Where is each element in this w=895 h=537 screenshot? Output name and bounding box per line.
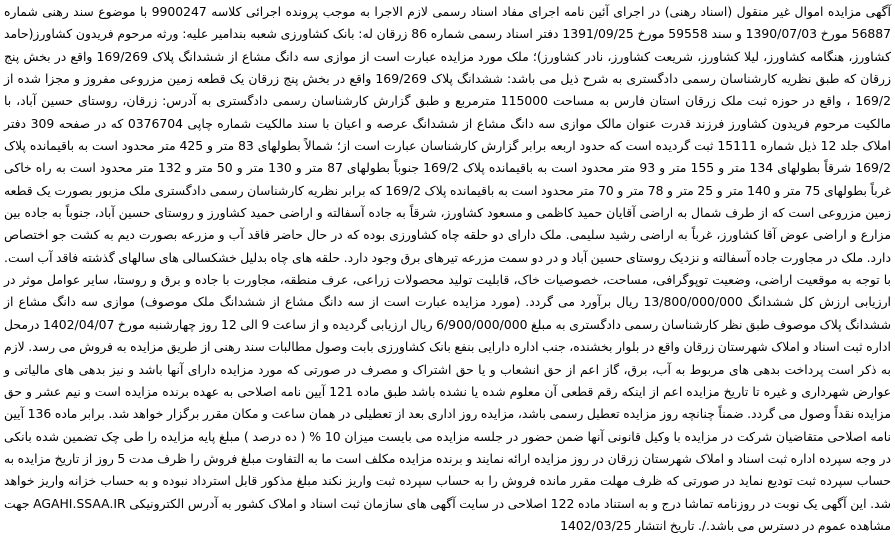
auction-notice-text: آگهی مزایده اموال غیر منقول (اسناد رهنی) در اجرای آئین نامه اجرای مفاد اسناد رسمی لازم الاجرا به موجب پرونده اجرائی کلاسه 9900247 با موضوع سند رهنی شماره 56887 مورخ 1390/07/03 و سند 59558 مورخ 1391/09/25 دفتر اسناد رسمی شماره 86 زرقان له: بانک کشاورزی شعبه بندامیر علیه: ورثه مرحوم فریدون کشاورز(حامد کشاورز، هنگامه کشاورز، لیلا کشاورز، شریعت کشاورز، نادر کشاورز)؛ ملک مورد مزایده عبارت است از موازی سه دانگ مشاع از ششدانگ پلاک 169/269 واقع در بخش پنج زرقان که طبق نظریه کارشناسان رسمی دادگستری به شرح ذیل می باشد: ششدانگ پلاک 169/269 واقع در بخش پنج زرقان یک قطعه زمین مزروعی مفروز و مجزا شده از 169/2 ، واقع در حوزه ثبت ملک زرقان استان فارس به مساحت 115000 مترمربع و طبق گزارش کارشناسان رسمی دادگستری به آدرس: زرقان، روستای حسین آباد، با مالکیت مرحوم فریدون کشاورز فرزند قدرت عنوان مالک موازی سه دانگ مشاع از ششدانگ عرصه و اعیان با سند مالکیت شماره چاپی 0376704 که در صفحه 309 دفتر املاک جلد 12 ذیل شماره 15111 ثبت گردیده است که حدود اربعه برابر گزارش کارشناسان عبارت است از؛ شمالاً بطولهای 83 متر و 425 متر محدود است به باقیمانده پلاک 169/2 شرقاً بطولهای 134 متر و 155 متر و 93 متر محدود است به باقیمانده پلاک 169/2 جنوباً بطولهای 87 متر و 130 متر و 50 متر و 132 متر محدود است به راه خاکی غرباً بطولهای 75 متر و 140 متر و 25 متر و 78 متر و 70 متر محدود است به باقیمانده پلاک 169/2 که برابر نظریه کارشناسان رسمی دادگستری ملک مزبور بصورت یک قطعه زمین مزروعی است که از طرف شمال به اراضی آقایان حمید کاظمی و مسعود کشاورز، شرقاً به جاده آسفالته و اراضی حمید کشاورز و روستای حسین آباد، جنوباً به جاده بین مزارع و اراضی عوض آقا کشاورز، غرباً به اراضی رشید سلیمی. ملک دارای دو حلقه چاه کشاورزی بوده که در حال حاضر فاقد آب و مزرعه بصورت دیم به کشت جو اختصاص دارد. ملک در مجاورت جاده آسفالته و نزدیک روستای حسین آباد و در دو سمت مزرعه تیرهای برق وجود دارد. حلقه های چاه بدلیل خشکسالی های سالهای گذشته فاقد آب است. با توجه به موقعیت اراضی، وضعیت توپوگرافی، مساحت، خصوصیات خاک، قابلیت تولید محصولات زراعی، عرف منطقه، مجاورت با جاده و برق و روستا، سایر عوامل موثر در ارزیابی ارزش کل ششدانگ 13/800/000/000 ریال برآورد می گردد. (مورد مزایده عبارت است از سه دانگ مشاع از ششدانگ ملک موصوف) موازی سه دانگ مشاع از ششدانگ پلاک موصوف طبق نظر کارشناسان رسمی دادگستری به مبلغ 6/900/000/000 ریال ارزیابی گردیده و از ساعت 9 الی 12 روز چهارشنبه مورخ 1402/04/07 درمحل اداره ثبت اسناد و املاک شهرستان زرقان واقع در بلوار بخشنده، جنب اداره دارایی بنفع بانک کشاورزی بابت وصول مطالبات سند رهنی از طریق مزایده به فروش می رسد. لازم به ذکر است پرداخت بدهی های مربوط به آب، برق، گاز اعم از حق انشعاب و یا حق اشتراک و مصرف در صورتی که مورد مزایده دارای آنها باشد و نیز بدهی های مالیاتی و عوارض شهرداری و غیره تا تاریخ مزایده اعم از اینکه رقم قطعی آن معلوم شده یا نشده باشد طبق ماده 121 آیین نامه اصلاحی به عهده برنده مزایده است و نیم عشر و حق مزایده نقداً وصول می گردد. ضمناً چنانچه روز مزایده تعطیل رسمی باشد، مزایده روز اداری بعد از تعطیلی در همان ساعت و مکان مقرر برگزار خواهد شد. برابر ماده 136 آیین نامه اصلاحی متقاضیان شرکت در مزایده با وکیل قانونی آنها ضمن حضور در جلسه مزایده می بایست میزان 10 % ( ده درصد ) مبلغ پایه مزایده را طی چک تضمین شده بانکی در وجه سپرده اداره ثبت اسناد و املاک شهرستان زرقان در روز مزایده ارائه نمایند و برنده مزایده مکلف است ما به التفاوت مبلغ فروش را ظرف مدت 5 روز از تاریخ مزایده به حساب سپرده ثبت تودیع نماید در صورتی که ظرف مهلت مقرر مانده فروش را به حساب سپرده ثبت واریز نکند مبلغ مذکور قابل استرداد نبوده و به حساب خزانه واریز خواهد شد. این آگهی یک نوبت در روزنامه تماشا درج و به استناد ماده 122 اصلاحی در سایت آگهی های سازمان ثبت اسناد و املاک کشور به آدرس الکترونیکی AGAHI.SSAA.IR جهت مشاهده عموم در دسترس می باشد./. تاریخ انتشار 1402/03/25 xyxy=(4,4,892,533)
